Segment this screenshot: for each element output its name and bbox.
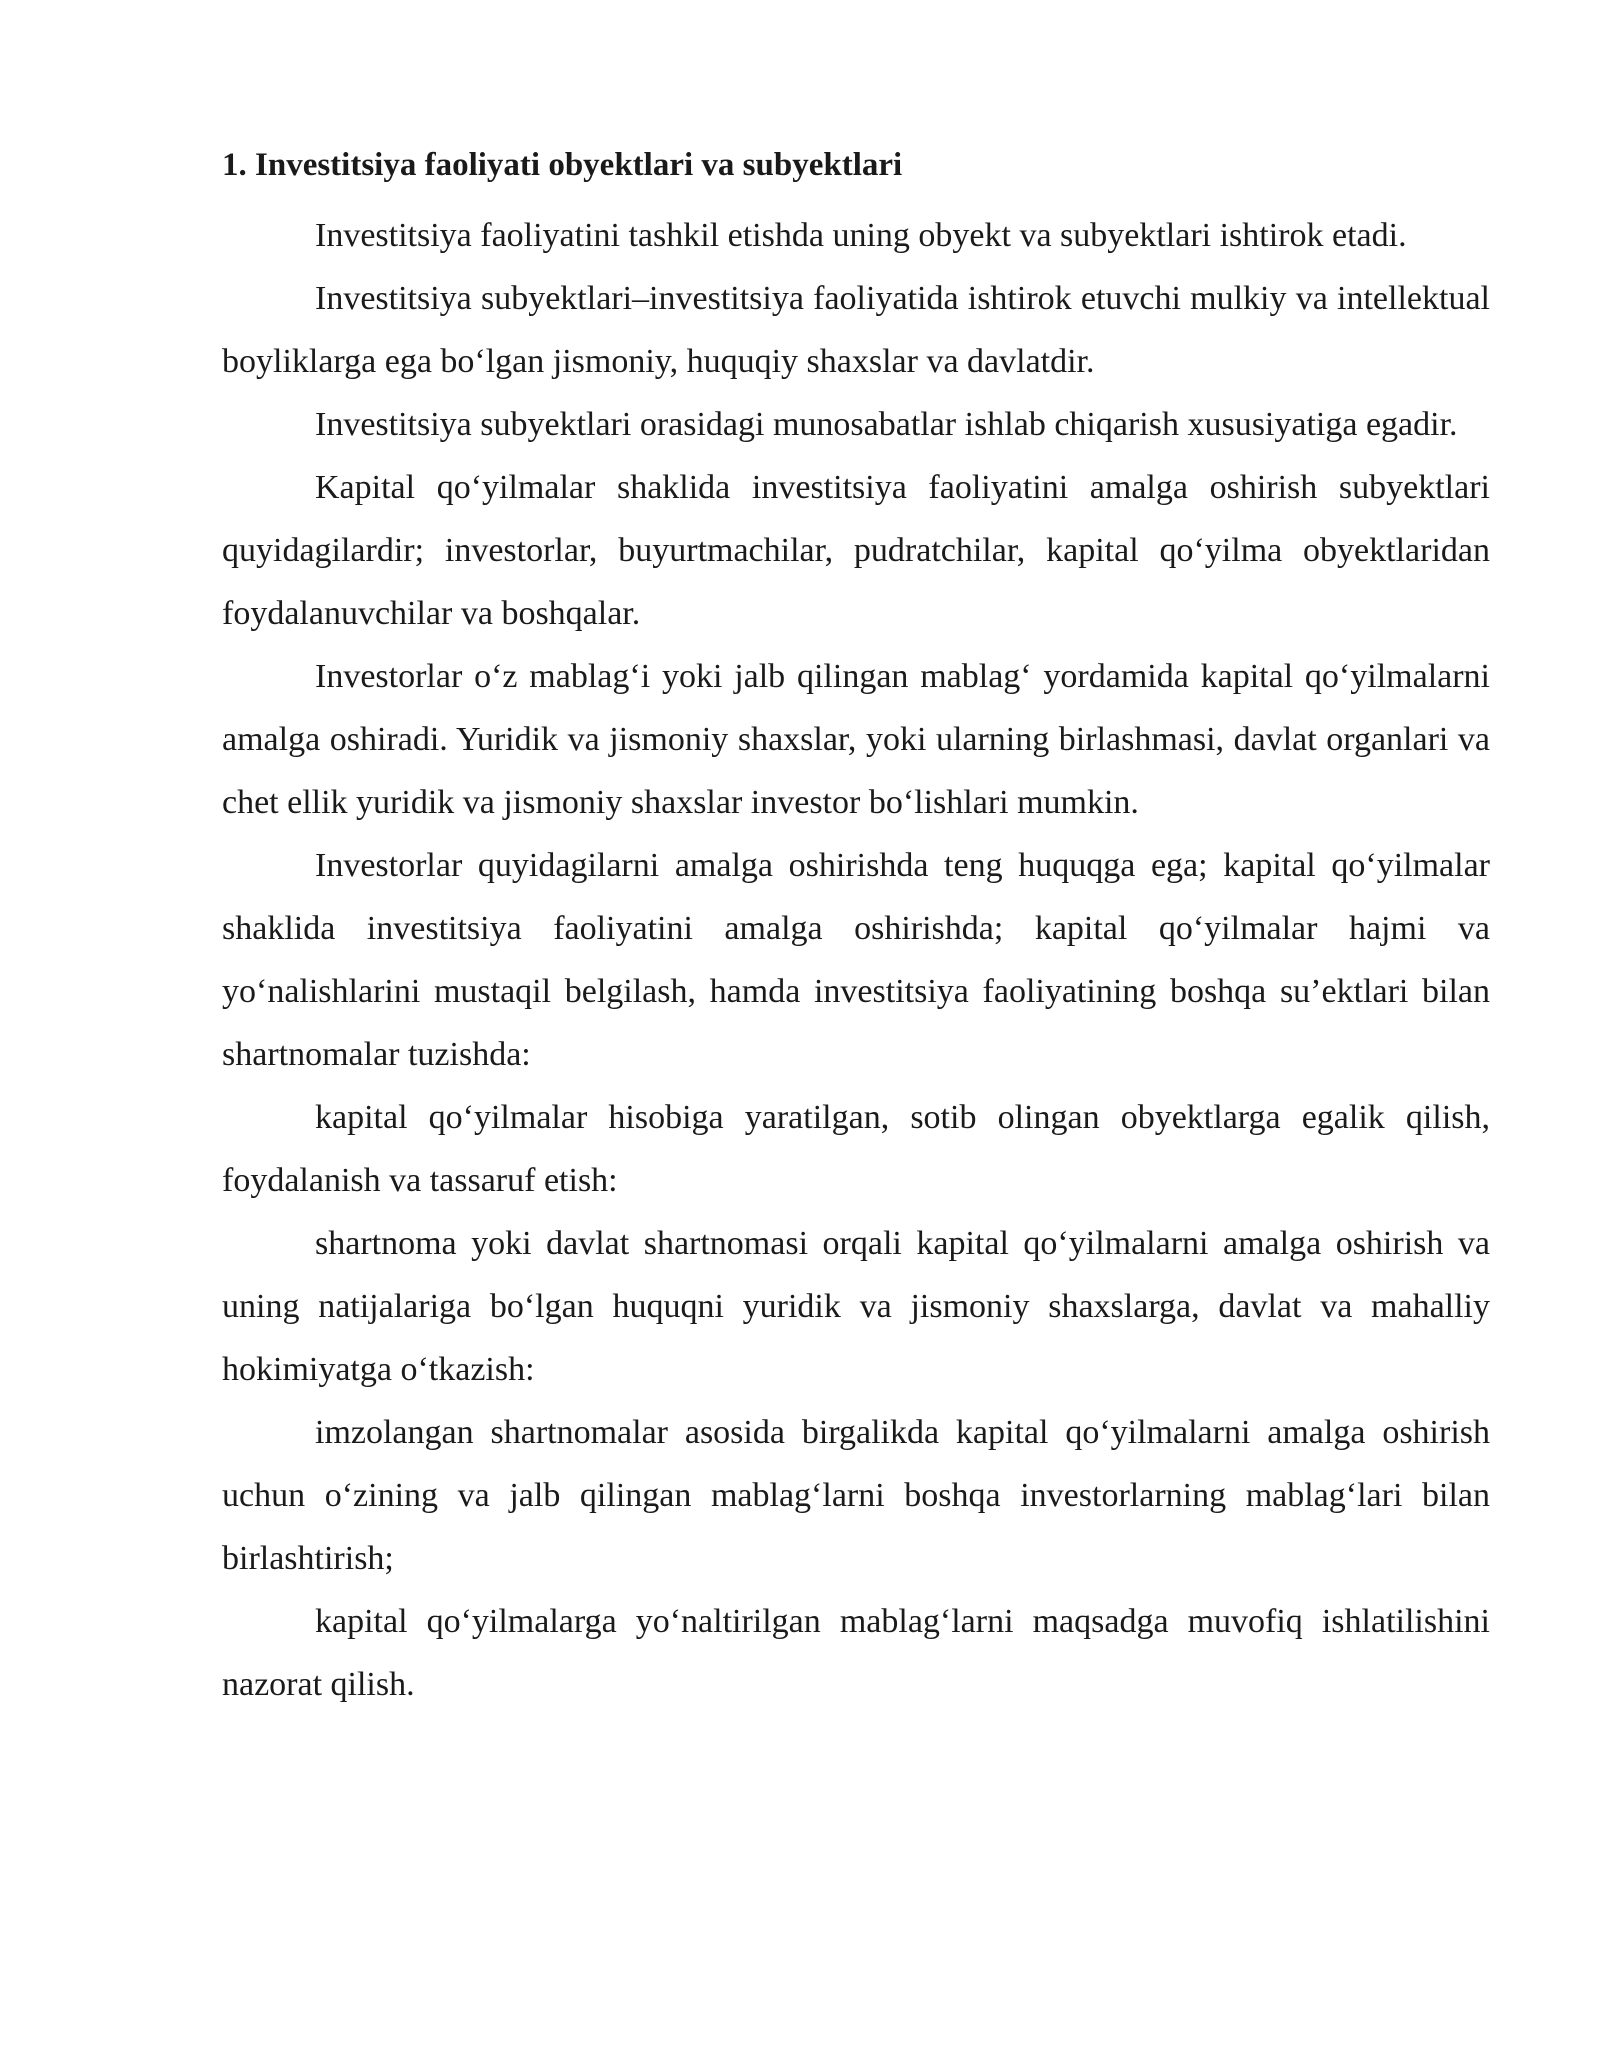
paragraph: Investitsiya subyektlari–investitsiya faoliyatida ishtirok etuvchi mulkiy va intellektual boyliklarga ega bo‘lgan jismoniy, huquqiy shaxslar va davlatdir. — [222, 280, 1490, 380]
paragraph: kapital qo‘yilmalarga yo‘naltirilgan mablag‘larni maqsadga muvofiq ishlatilishini nazorat qilish. — [222, 1603, 1490, 1703]
paragraph: Investorlar quyidagilarni amalga oshirishda teng huquqga ega; kapital qo‘yilmalar shaklida investitsiya faoliyatini amalga oshirishda; kapital qo‘yilmalar hajmi va yo‘nalishlarini mustaqil belgilash, hamda investitsiya faoliyatining boshqa su’ektlari bilan shartnomalar tuzishda: — [222, 847, 1490, 1073]
paragraph: kapital qo‘yilmalar hisobiga yaratilgan, sotib olingan obyektlarga egalik qilish, foydalanish va tassaruf etish: — [222, 1099, 1490, 1199]
paragraph: imzolangan shartnomalar asosida birgalikda kapital qo‘yilmalarni amalga oshirish uchun o‘zining va jalb qilingan mablag‘larni boshqa investorlarning mablag‘lari bilan birlashtirish; — [222, 1414, 1490, 1577]
paragraph: Investitsiya faoliyatini tashkil etishda uning obyekt va subyektlari ishtirok etadi. — [315, 217, 1407, 254]
paragraph: Investorlar o‘z mablag‘i yoki jalb qilingan mablag‘ yordamida kapital qo‘yilmalarni amalga oshiradi. Yuridik va jismoniy shaxslar, yoki ularning birlashmasi, davlat organlari va chet ellik yuridik va jismoniy shaxslar investor bo‘lishlari mumkin. — [222, 658, 1490, 821]
paragraph: Investitsiya subyektlari orasidagi munosabatlar ishlab chiqarish xususiyatiga egadir. — [315, 406, 1458, 443]
document-body — [222, 142, 1490, 1716]
section-heading: 1. Investitsiya faoliyati obyektlari va subyektlari — [222, 147, 903, 183]
paragraph: Kapital qo‘yilmalar shaklida investitsiya faoliyatini amalga oshirish subyektlari quyidagilardir; investorlar, buyurtmachilar, pudratchilar, kapital qo‘yilma obyektlaridan foydalanuvchilar va boshqalar. — [222, 469, 1490, 632]
paragraph: shartnoma yoki davlat shartnomasi orqali kapital qo‘yilmalarni amalga oshirish va uning natijalariga bo‘lgan huquqni yuridik va jismoniy shaxslarga, davlat va mahalliy hokimiyatga o‘tkazish: — [222, 1225, 1490, 1388]
